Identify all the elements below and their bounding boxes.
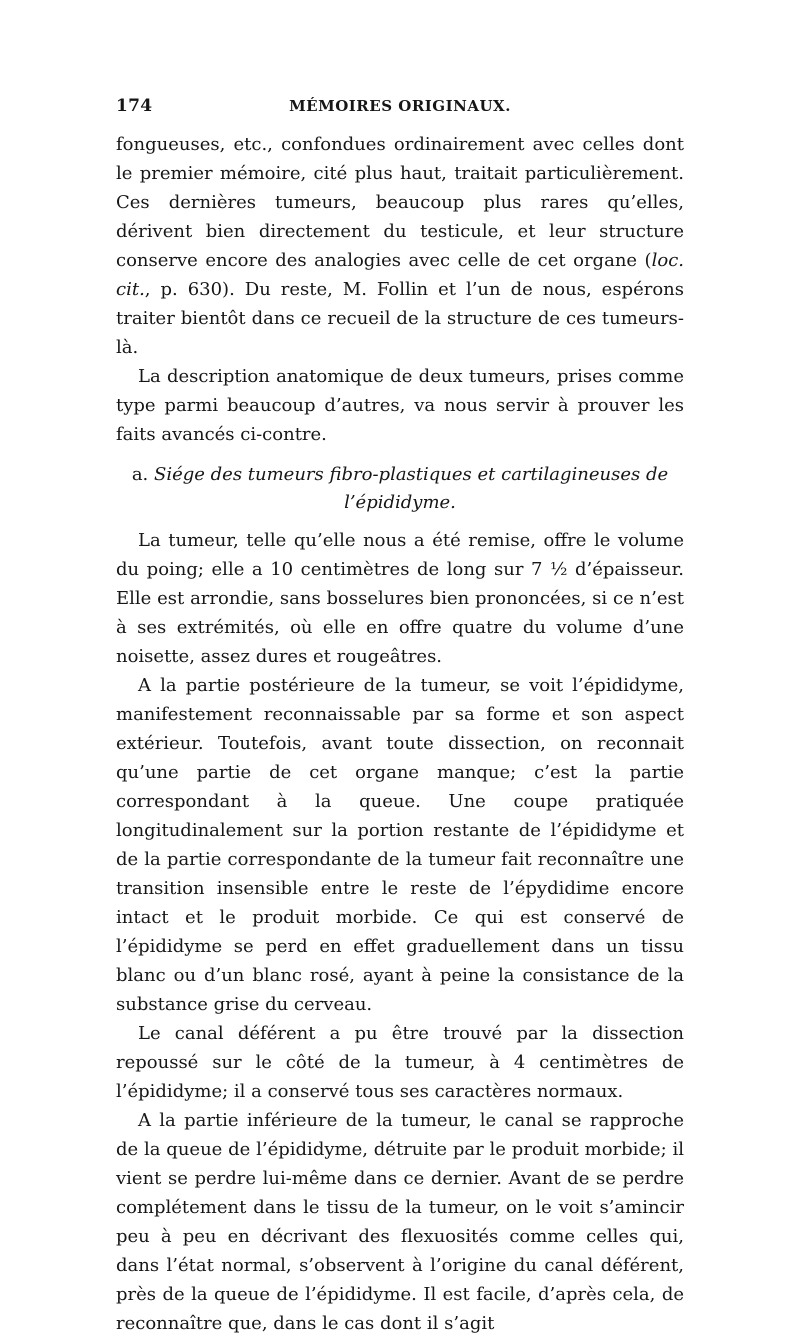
section-marker: a. — [131, 464, 149, 485]
paragraph-text-cont: d’épaisseur. Elle est arrondie, sans bosselures bien prononcées, si ce n’est à ses extrémités, où elle en offre quatre du volume d’une noisette, assez dures et rougeâtres. — [116, 559, 684, 667]
fraction: ½ — [550, 559, 568, 580]
paragraph-text: A la partie postérieure de la tumeur, se voit l’épididyme, manifestement reconnaissable par sa forme et son aspect extérieur. Toutefois, avant toute dissection, on reconnait qu’une partie de cet organe manque; c’est la partie correspondant à la queue. Une coupe pratiquée longitudinalement sur la portion restante de l’épididyme et de la partie correspondante de la tumeur fait reconnaître une transition insensible entre le reste de l’épydidime encore intact et le produit morbide. Ce qui est conservé de l’épididyme se perd en effet graduellement dans un tissu blanc ou d’un blanc rosé, ayant à peine la consistance de la substance grise du cerveau. — [116, 675, 684, 1015]
paragraph — [116, 526, 684, 671]
citation-open: ( — [637, 250, 652, 271]
paragraph-continued — [116, 130, 684, 362]
running-title: MÉMOIRES ORIGINAUX. — [289, 97, 511, 115]
paragraph — [116, 1019, 684, 1106]
page-number: 174 — [116, 96, 153, 116]
book-page — [116, 96, 684, 1338]
paragraph — [116, 671, 684, 1019]
paragraph-text: A la partie inférieure de la tumeur, le canal se rapproche de la queue de l’épididyme, détruite par le produit morbide; il vient se perdre lui-même dans ce dernier. Avant de se perdre complétement dans le tissu de la tumeur, on le voit s’amincir peu à peu en décrivant des flexuosités comme celles qui, dans l’état normal, s’observent à l’origine du canal déférent, près de la queue de l’épididyme. Il est facile, d’après cela, de reconnaître que, dans le cas dont il s’agit — [116, 1110, 684, 1334]
paragraph — [116, 362, 684, 449]
body-text — [116, 130, 684, 1338]
paragraph-text: fongueuses, etc., confondues ordinairement avec celles dont le premier mémoire, cité plus haut, traitait particulièrement. Ces dernières tumeurs, beaucoup plus rares qu’elles, dérivent bien directement du testicule, et leur structure conserve encore des analogies avec celle de cet organe — [116, 134, 684, 271]
paragraph-text: Le canal déférent a pu être trouvé par la dissection repoussé sur le côté de la tumeur, à 4 centimètres de l’épididyme; il a conservé tous ses caractères normaux. — [116, 1023, 684, 1102]
running-head — [116, 96, 684, 124]
section-heading-text: Siége des tumeurs fibro-plastiques et cartilagineuses de l’épididyme. — [154, 464, 669, 513]
paragraph-text: La tumeur, telle qu’elle nous a été remise, offre le volume du poing; elle a 10 centimètres de long sur 7 — [116, 530, 684, 580]
paragraph — [116, 1106, 684, 1338]
citation-rest: , p. 630). Du reste, M. Follin et l’un de nous, espérons traiter bientôt dans ce recueil de la structure de ces tumeurs-là. — [116, 279, 684, 358]
paragraph-text: La description anatomique de deux tumeurs, prises comme type parmi beaucoup d’autres, va nous servir à prouver les faits avancés ci-contre. — [116, 366, 684, 445]
section-heading — [116, 461, 684, 517]
citation-italic: loc. cit. — [116, 250, 684, 300]
